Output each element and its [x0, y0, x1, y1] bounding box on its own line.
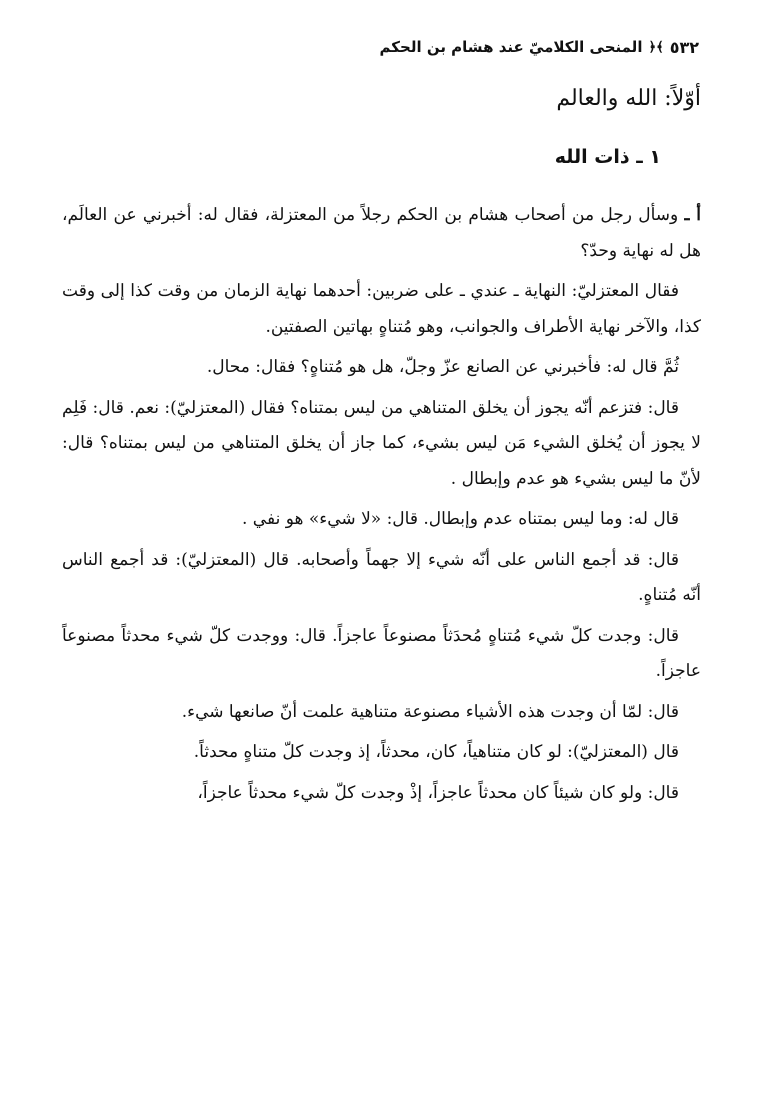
paragraph	[62, 776, 701, 812]
paragraph-text: قال: وجدت كلّ شيء مُتناهٍ مُحدَثاً مصنوعاً عاجزاً. قال: ووجدت كلّ شيء محدثاً مصنوعاً عاجزاً.	[62, 625, 701, 681]
paragraph-text: قال: فتزعم أنّه يجوز أن يخلق المتناهي من ليس بمتناه؟ فقال (المعتزليّ): نعم. قال: فَلِم لا يجوز أن يُخلق الشيء مَن ليس بشيء، كما جاز أن يخلق المتناهي من ليس بمتناه؟ قال: لأنّ ما ليس بشيء هو عدم وإبطال .	[62, 397, 701, 489]
header-ornament-icon: ﴾﴿	[648, 39, 664, 55]
paragraph	[62, 735, 701, 771]
sub-heading: ١ ـ ذات الله	[554, 146, 661, 168]
body-text	[62, 198, 701, 816]
paragraph	[62, 391, 701, 498]
paragraph-text: فقال المعتزليّ: النهاية ـ عندي ـ على ضربين: أحدهما نهاية الزمان من وقت كذا إلى وقت كذا، والآخر نهاية الأطراف والجوانب، وهو مُتناهٍ بهاتين الصفتين.	[62, 281, 701, 337]
running-title: المنحى الكلاميّ عند هشام بن الحكم	[379, 38, 643, 56]
paragraph	[62, 350, 701, 386]
page-number: ٥٣٢	[669, 37, 699, 57]
paragraph	[62, 274, 701, 345]
running-header	[64, 36, 699, 58]
paragraph-lead-marker: أ ـ	[684, 205, 701, 225]
paragraph	[62, 198, 701, 269]
paragraph-text: قال (المعتزليّ): لو كان متناهياً، كان، محدثاً، إذ وجدت كلّ متناهٍ محدثاً.	[193, 742, 679, 762]
section-heading: أوّلاً: الله والعالم	[556, 86, 701, 111]
paragraph-text: قال: ولو كان شيئاً كان محدثاً عاجزاً، إذْ وجدت كلّ شيء محدثاً عاجزاً،	[197, 782, 679, 803]
paragraph-text: قال: لمّا أن وجدت هذه الأشياء مصنوعة متناهية علمت أنّ صانعها شيء.	[181, 701, 679, 722]
paragraph-text: قال له: وما ليس بمتناه عدم وإبطال. قال: «لا شيء» هو نفي .	[242, 509, 679, 529]
paragraph-text: ثُمَّ قال له: فأخبرني عن الصانع عزّ وجلّ، هل هو مُتناهٍ؟ فقال: محال.	[206, 357, 679, 377]
paragraph-text: قال: قد أجمع الناس على أنّه شيء إلا جهماً وأصحابه. قال (المعتزليّ): قد أجمع الناس أنّه مُتناهٍ.	[62, 549, 701, 605]
paragraph	[62, 619, 701, 690]
paragraph	[62, 695, 701, 731]
paragraph	[62, 502, 701, 538]
paragraph-text: وسأل رجل من أصحاب هشام بن الحكم رجلاً من المعتزلة، فقال له: أخبرني عن العالَم، هل له نهاية وحدّ؟	[62, 205, 701, 261]
paragraph	[62, 543, 701, 614]
